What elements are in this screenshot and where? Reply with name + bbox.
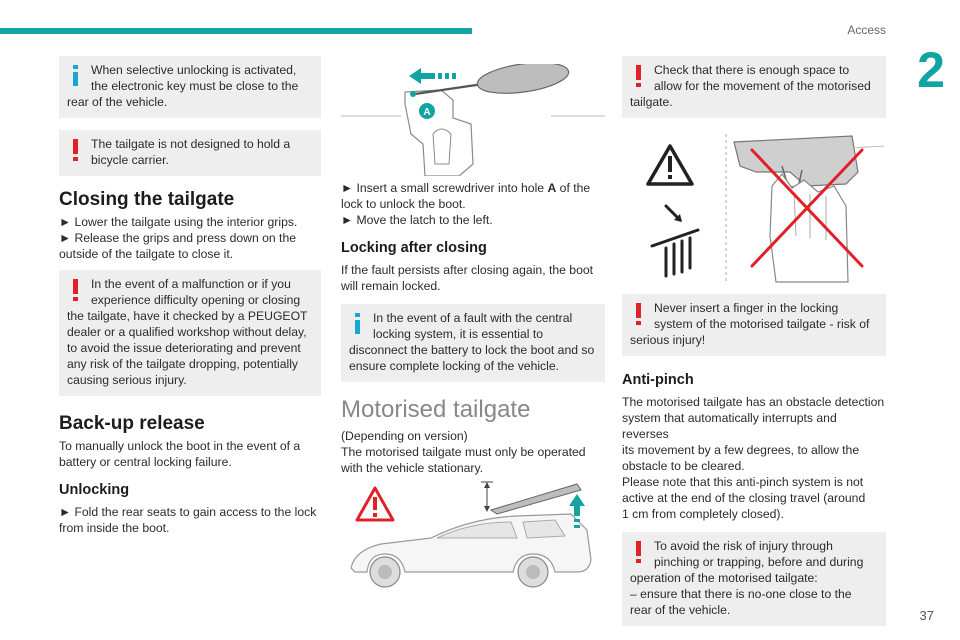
unlocking-text-2: from inside the boot. bbox=[59, 521, 170, 535]
antipinch-text-4: obstacle to be cleared. bbox=[622, 459, 745, 473]
warning-icon bbox=[632, 65, 646, 87]
warning-icon bbox=[69, 139, 83, 161]
locking-text-1: If the fault persists after closing again, the boot bbox=[341, 263, 594, 277]
header-accent-bar bbox=[0, 28, 472, 34]
heading-anti-pinch: Anti-pinch bbox=[622, 372, 694, 388]
chapter-number: 2 bbox=[917, 42, 945, 98]
motorised-text-2: The motorised tailgate must only be operated bbox=[341, 445, 586, 459]
warning-triangle-icon bbox=[357, 488, 393, 520]
warning-triangle-icon bbox=[648, 146, 692, 184]
screwdriver-step-2: ► Move the latch to the left. bbox=[341, 213, 493, 227]
warning-icon bbox=[69, 279, 83, 301]
unlocking-text-1: ► Fold the rear seats to gain access to the lock bbox=[59, 505, 317, 519]
finger-pinch-warning-illustration bbox=[622, 126, 886, 286]
left-arrow-icon bbox=[409, 68, 456, 84]
locking-text-2: will remain locked. bbox=[341, 279, 441, 293]
heading-motorised-tailgate: Motorised tailgate bbox=[341, 396, 531, 423]
heading-locking-after-closing: Locking after closing bbox=[341, 240, 487, 256]
column-2 bbox=[341, 64, 605, 588]
warning-note-bicycle-carrier: The tailgate is not designed to hold a bicycle carrier. bbox=[59, 130, 321, 176]
section-name: Access bbox=[847, 23, 886, 37]
heading-backup-release: Back-up release bbox=[59, 413, 205, 434]
illus-label-a: A bbox=[423, 107, 431, 118]
info-note-selective-unlocking: When selective unlocking is activated, the electronic key must be close to the rear of the vehicle. bbox=[59, 56, 321, 118]
heading-unlocking: Unlocking bbox=[59, 482, 130, 498]
warning-note-finger: Never insert a finger in the locking system of the motorised tailgate - risk of serious injury! bbox=[622, 294, 886, 356]
motorised-text-3: with the vehicle stationary. bbox=[341, 461, 484, 475]
closing-step-2b: outside of the tailgate to close it. bbox=[59, 247, 234, 261]
warning-note-malfunction: In the event of a malfunction or if you experience difficulty opening or closing the tailgate, have it checked by a PEUGEOT dealer or a qualified workshop without delay, to avoid the issue deteriorating and prevent any risk of the tailgate dropping, potentially causing serious injury. bbox=[59, 270, 321, 396]
closing-step-1: ► Lower the tailgate using the interior grips. bbox=[59, 215, 298, 229]
info-icon bbox=[69, 65, 83, 87]
antipinch-text-6: active at the end of the closing travel (around bbox=[622, 491, 866, 505]
info-note-central-locking: In the event of a fault with the central locking system, it is essential to disconnect the battery to lock the boot and so ensure complete locking of the vehicle. bbox=[341, 304, 605, 382]
page-number: 37 bbox=[919, 608, 934, 623]
backup-text-1: To manually unlock the boot in the event of a bbox=[59, 439, 301, 453]
backup-text-2: battery or central locking failure. bbox=[59, 455, 232, 469]
antipinch-text-1: The motorised tailgate has an obstacle detection bbox=[622, 395, 885, 409]
screwdriver-lock-illustration bbox=[341, 64, 605, 176]
warning-icon bbox=[632, 541, 646, 563]
hand-pinch-icon bbox=[652, 206, 698, 276]
screwdriver-step-1: ► Insert a small screwdriver into hole A of the bbox=[341, 181, 591, 195]
motorised-text-1: (Depending on version) bbox=[341, 429, 468, 443]
antipinch-text-5: Please note that this anti-pinch system is not bbox=[622, 475, 864, 489]
column-1 bbox=[59, 56, 321, 536]
car-tailgate-illustration bbox=[341, 480, 605, 588]
antipinch-text-7: 1 cm from completely closed). bbox=[622, 507, 784, 521]
warning-note-pinching: To avoid the risk of injury through pinching or trapping, before and during operation of the motorised tailgate: – ensure that there is no-one close to the rear of the vehicle. bbox=[622, 532, 886, 626]
screwdriver-step-1b: lock to unlock the boot. bbox=[341, 197, 466, 211]
antipinch-text-3: its movement by a few degrees, to allow the bbox=[622, 443, 860, 457]
warning-icon bbox=[632, 303, 646, 325]
heading-closing-tailgate: Closing the tailgate bbox=[59, 189, 235, 210]
antipinch-text-2: system that automatically interrupts and reverses bbox=[622, 411, 837, 441]
warning-note-space: Check that there is enough space to allow for the movement of the motorised tailgate. bbox=[622, 56, 886, 118]
column-3 bbox=[622, 56, 886, 626]
closing-step-2a: ► Release the grips and press down on the bbox=[59, 231, 296, 245]
info-icon bbox=[351, 313, 365, 335]
